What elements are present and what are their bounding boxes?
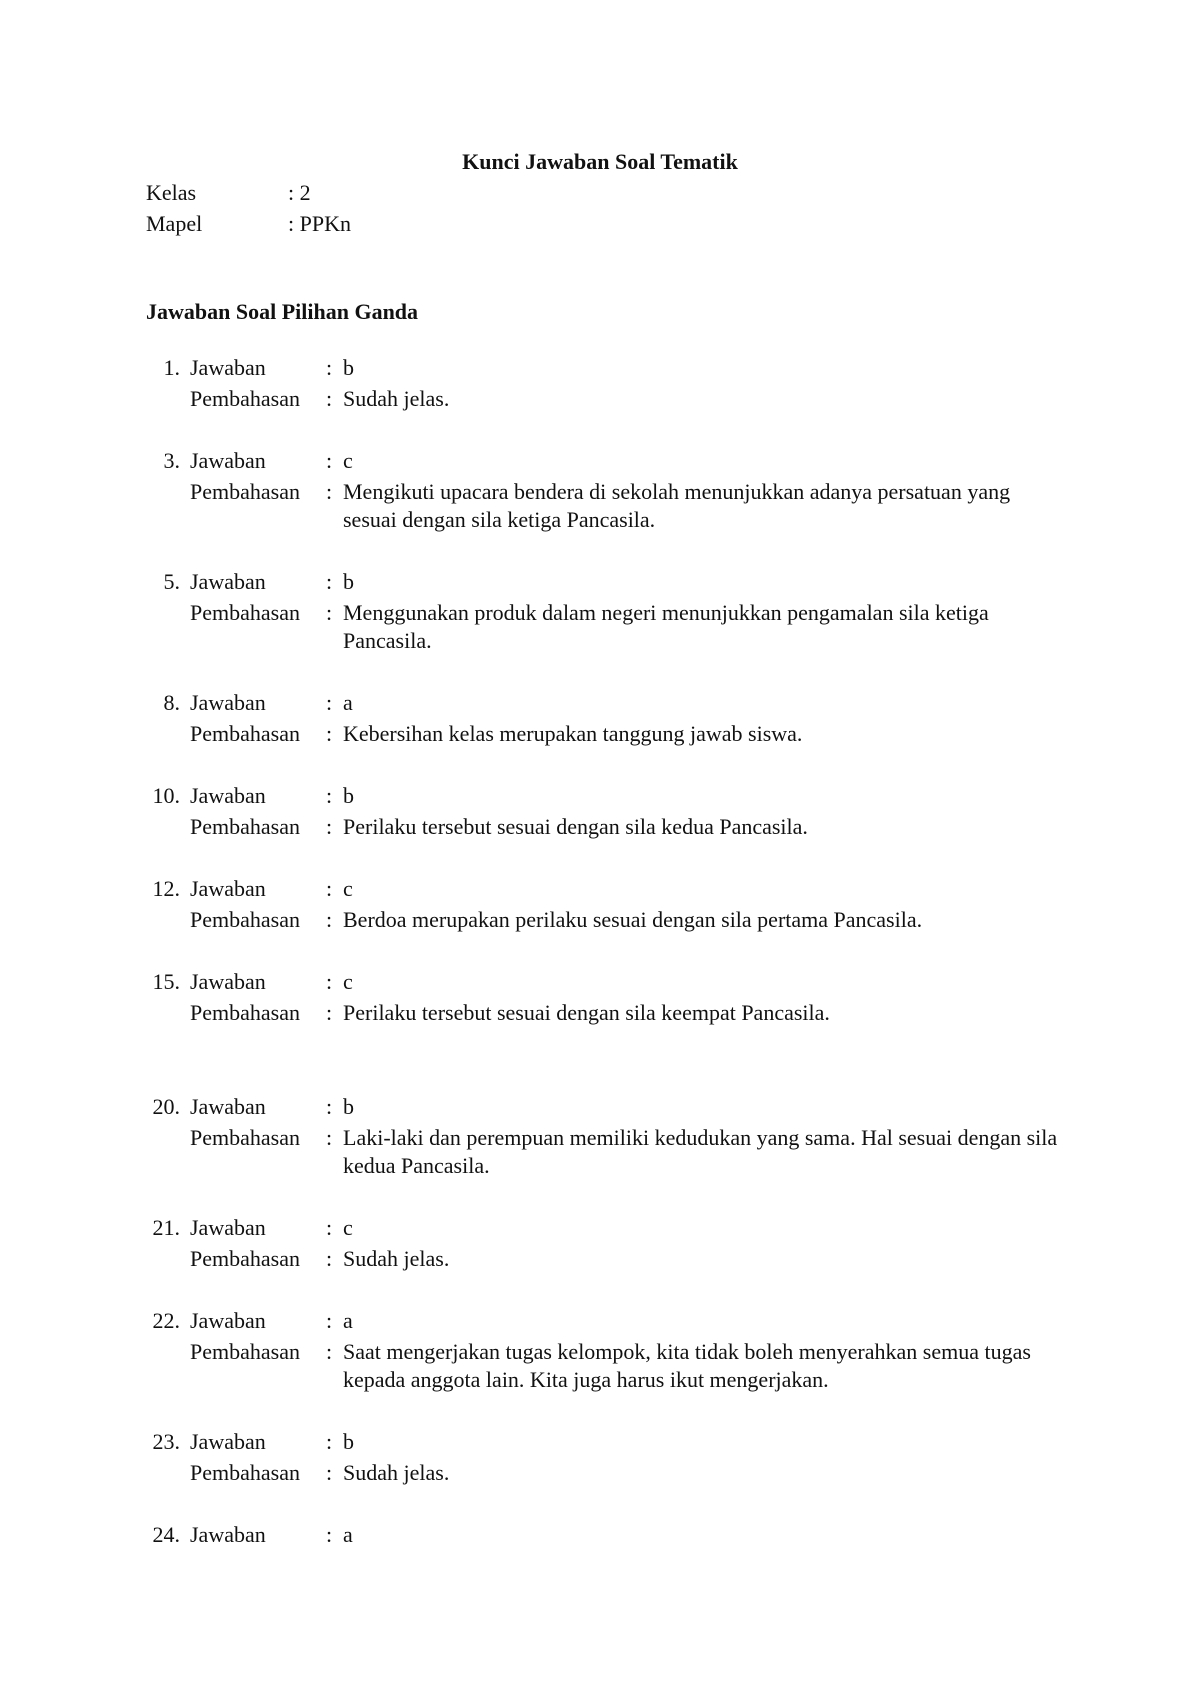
- colon: :: [326, 1308, 333, 1333]
- jawaban-label: Jawaban: [190, 448, 266, 473]
- explanation-text: Perilaku tersebut sesuai dengan sila kedua Pancasila.: [343, 814, 808, 839]
- jawaban-label: Jawaban: [190, 569, 266, 594]
- page-title: Kunci Jawaban Soal Tematik: [462, 149, 738, 174]
- answer-number: 22.: [152, 1308, 180, 1333]
- answer-number: 24.: [152, 1522, 180, 1547]
- answer-value: b: [343, 569, 354, 594]
- answer-item: [0, 875, 1200, 968]
- jawaban-label: Jawaban: [190, 355, 266, 380]
- answer-value: b: [343, 1094, 354, 1119]
- colon: :: [326, 600, 333, 625]
- colon: :: [326, 721, 333, 746]
- answer-list: [0, 354, 1200, 1561]
- answer-number: 3.: [163, 448, 180, 473]
- colon: :: [326, 814, 333, 839]
- colon: :: [326, 479, 333, 504]
- answer-number: 10.: [152, 783, 180, 808]
- jawaban-label: Jawaban: [190, 690, 266, 715]
- meta-row-mapel: [146, 210, 351, 238]
- colon: :: [326, 876, 333, 901]
- section-title: Jawaban Soal Pilihan Ganda: [146, 299, 419, 324]
- answer-item: [0, 1521, 1200, 1561]
- pembahasan-label: Pembahasan: [190, 1000, 300, 1025]
- answer-number: 23.: [152, 1429, 180, 1454]
- pembahasan-label: Pembahasan: [190, 1460, 300, 1485]
- colon: :: [326, 569, 333, 594]
- explanation-text: Sudah jelas.: [343, 1246, 450, 1271]
- answer-number: 8.: [163, 690, 180, 715]
- answer-value: c: [343, 1215, 353, 1240]
- answer-value: b: [343, 1429, 354, 1454]
- answer-item: [0, 1214, 1200, 1307]
- pembahasan-label: Pembahasan: [190, 907, 300, 932]
- colon: :: [326, 969, 333, 994]
- pembahasan-label: Pembahasan: [190, 479, 300, 504]
- jawaban-label: Jawaban: [190, 1429, 266, 1454]
- answer-value: b: [343, 355, 354, 380]
- jawaban-label: Jawaban: [190, 1215, 266, 1240]
- jawaban-label: Jawaban: [190, 1308, 266, 1333]
- answer-value: b: [343, 783, 354, 808]
- colon: :: [326, 1246, 333, 1271]
- pembahasan-label: Pembahasan: [190, 814, 300, 839]
- pembahasan-label: Pembahasan: [190, 600, 300, 625]
- answer-item: [0, 689, 1200, 782]
- pembahasan-label: Pembahasan: [190, 1246, 300, 1271]
- explanation-text: Saat mengerjakan tugas kelompok, kita tidak boleh menyerahkan semua tugas kepada anggota lain. Kita juga harus ikut mengerjakan.: [343, 1339, 1031, 1392]
- answer-item: [0, 447, 1200, 568]
- pembahasan-label: Pembahasan: [190, 386, 300, 411]
- pembahasan-label: Pembahasan: [190, 721, 300, 746]
- colon: :: [326, 783, 333, 808]
- meta-key: Kelas: [146, 180, 197, 205]
- colon: :: [326, 690, 333, 715]
- answer-item: [0, 1093, 1200, 1214]
- explanation-text: Menggunakan produk dalam negeri menunjukkan pengamalan sila ketiga Pancasila.: [343, 600, 989, 653]
- colon: :: [326, 386, 333, 411]
- answer-number: 12.: [152, 876, 180, 901]
- answer-item: [0, 782, 1200, 875]
- colon: :: [326, 1460, 333, 1485]
- answer-item: [0, 354, 1200, 447]
- colon: :: [326, 448, 333, 473]
- answer-number: 15.: [152, 969, 180, 994]
- answer-item: [0, 568, 1200, 689]
- answer-number: 20.: [152, 1094, 180, 1119]
- explanation-text: Perilaku tersebut sesuai dengan sila keempat Pancasila.: [343, 1000, 830, 1025]
- meta-value: : 2: [288, 180, 311, 205]
- colon: :: [326, 1522, 333, 1547]
- answer-number: 5.: [163, 569, 180, 594]
- colon: :: [326, 907, 333, 932]
- answer-item: [0, 1428, 1200, 1521]
- colon: :: [326, 1339, 333, 1364]
- pembahasan-label: Pembahasan: [190, 1339, 300, 1364]
- answer-item: [0, 1307, 1200, 1428]
- explanation-text: Sudah jelas.: [343, 1460, 450, 1485]
- answer-value: c: [343, 969, 353, 994]
- answer-value: a: [343, 1522, 353, 1547]
- meta-value: : PPKn: [288, 211, 351, 236]
- explanation-text: Mengikuti upacara bendera di sekolah menunjukkan adanya persatuan yang sesuai dengan sila ketiga Pancasila.: [343, 479, 1011, 532]
- answer-number: 21.: [152, 1215, 180, 1240]
- explanation-text: Sudah jelas.: [343, 386, 450, 411]
- answer-value: a: [343, 1308, 353, 1333]
- colon: :: [326, 1215, 333, 1240]
- answer-value: a: [343, 690, 353, 715]
- colon: :: [326, 1094, 333, 1119]
- jawaban-label: Jawaban: [190, 1094, 266, 1119]
- answer-value: c: [343, 448, 353, 473]
- jawaban-label: Jawaban: [190, 969, 266, 994]
- pembahasan-label: Pembahasan: [190, 1125, 300, 1150]
- meta-key: Mapel: [146, 211, 203, 236]
- colon: :: [326, 355, 333, 380]
- meta-row-kelas: [146, 179, 311, 207]
- answer-value: c: [343, 876, 353, 901]
- colon: :: [326, 1429, 333, 1454]
- colon: :: [326, 1000, 333, 1025]
- jawaban-label: Jawaban: [190, 1522, 266, 1547]
- explanation-text: Berdoa merupakan perilaku sesuai dengan sila pertama Pancasila.: [343, 907, 923, 932]
- answer-number: 1.: [163, 355, 180, 380]
- explanation-text: Laki-laki dan perempuan memiliki kedudukan yang sama. Hal sesuai dengan sila kedua Pancasila.: [343, 1125, 1058, 1178]
- jawaban-label: Jawaban: [190, 783, 266, 808]
- jawaban-label: Jawaban: [190, 876, 266, 901]
- answer-item: [0, 968, 1200, 1093]
- colon: :: [326, 1125, 333, 1150]
- explanation-text: Kebersihan kelas merupakan tanggung jawab siswa.: [343, 721, 803, 746]
